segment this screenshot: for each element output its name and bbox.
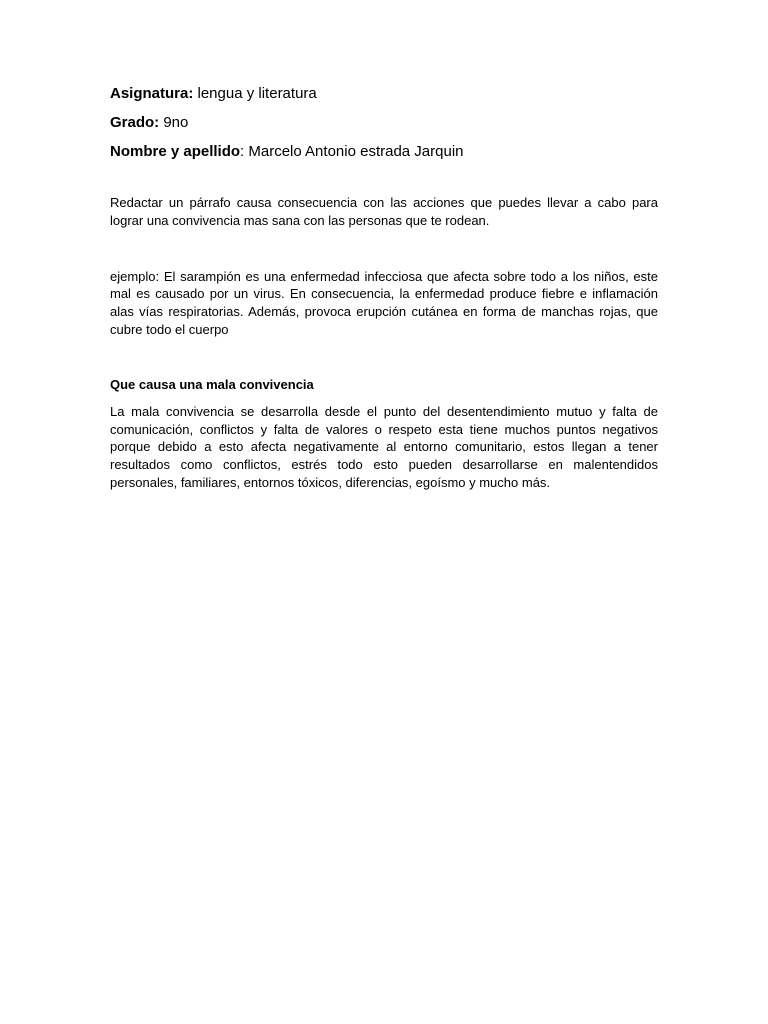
subject-line [110,84,658,104]
grade-label: Grado: [110,114,160,131]
document-content [110,84,658,492]
example-paragraph: ejemplo: El sarampión es una enfermedad infecciosa que afecta sobre todo a los niños, este mal es causado por un virus. En consecuencia, la enfermedad produce fiebre e inflamación alas vías respiratorias. Además, provoca erupción cutánea en forma de manchas rojas, que cubre todo el cuerpo [110,268,658,337]
name-value: : Marcelo Antonio estrada Jarquin [240,143,464,160]
grade-value: 9no [159,114,189,131]
name-line [110,142,658,162]
section-heading: Que causa una mala convivencia [110,376,314,392]
subject-value: lengua y literatura [193,85,317,102]
section-body-paragraph: La mala convivencia se desarrolla desde el punto del desentendimiento mutuo y falta de comunicación, conflictos y falta de valores o respeto esta tiene muchos puntos negativos porque debido a esto afecta negativamente al entorno comunitario, estos llegan a tener resultados como conflictos, estrés todo esto pueden desarrollarse en malentendidos personales, familiares, entornos tóxicos, diferencias, egoísmo y mucho más. [110,403,658,490]
subject-label: Asignatura: [110,85,194,102]
instruction-paragraph: Redactar un párrafo causa consecuencia con las acciones que puedes llevar a cabo para lograr una convivencia mas sana con las personas que te rodean. [110,195,658,228]
grade-line [110,113,658,133]
name-label: Nombre y apellido [110,143,241,160]
